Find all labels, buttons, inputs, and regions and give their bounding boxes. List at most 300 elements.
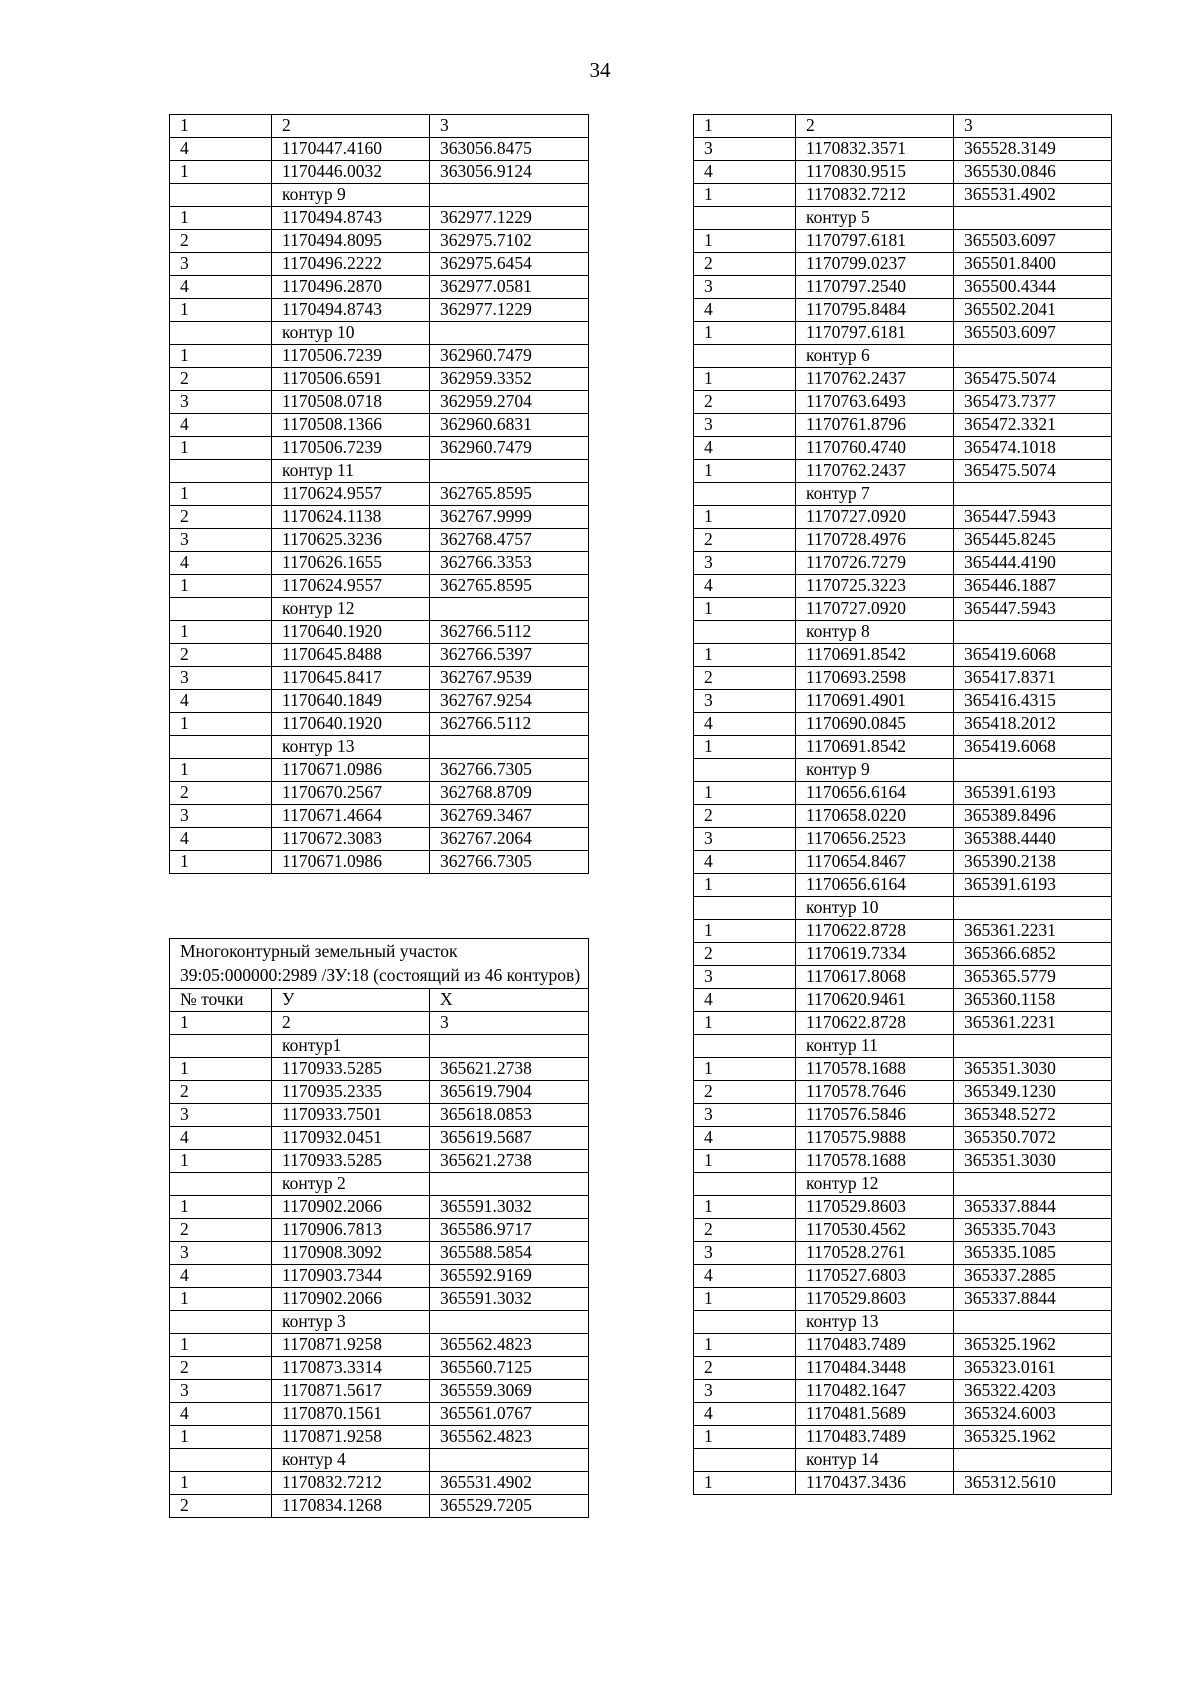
y-coordinate-cell: 1170626.1655 bbox=[272, 552, 430, 575]
x-coordinate-cell: 365561.0767 bbox=[430, 1403, 589, 1426]
table-row bbox=[694, 644, 1112, 667]
table-row bbox=[170, 161, 589, 184]
point-number-cell: 2 bbox=[694, 667, 796, 690]
point-number-cell: 1 bbox=[694, 920, 796, 943]
table-row bbox=[170, 851, 589, 874]
table-row bbox=[694, 736, 1112, 759]
point-number-cell: 2 bbox=[170, 230, 272, 253]
table-row bbox=[694, 529, 1112, 552]
contour-header-row bbox=[694, 483, 1112, 506]
x-coordinate-cell: 365559.3069 bbox=[430, 1380, 589, 1403]
x-coordinate-cell: 365417.8371 bbox=[954, 667, 1112, 690]
table-row bbox=[694, 460, 1112, 483]
point-number-cell: 1 bbox=[694, 368, 796, 391]
y-coordinate-cell: 1170726.7279 bbox=[796, 552, 954, 575]
x-coordinate-cell: 362977.1229 bbox=[430, 299, 589, 322]
x-coordinate-cell: 365360.1158 bbox=[954, 989, 1112, 1012]
table-row bbox=[694, 851, 1112, 874]
x-coordinate-cell: 362766.7305 bbox=[430, 851, 589, 874]
empty-cell bbox=[430, 598, 589, 621]
contour-header-row bbox=[170, 322, 589, 345]
y-coordinate-cell: 1170447.4160 bbox=[272, 138, 430, 161]
point-number-cell: 1 bbox=[694, 230, 796, 253]
left-top-coordinates-table bbox=[169, 114, 589, 874]
table-row bbox=[170, 1219, 589, 1242]
point-number-cell: 1 bbox=[170, 207, 272, 230]
point-number-cell: 1 bbox=[694, 184, 796, 207]
table-row bbox=[694, 1403, 1112, 1426]
point-number-cell: 4 bbox=[170, 414, 272, 437]
contour-header-row bbox=[170, 184, 589, 207]
x-coordinate-cell: 365501.8400 bbox=[954, 253, 1112, 276]
contour-label: контур 13 bbox=[272, 736, 430, 759]
y-coordinate-cell: 1170494.8743 bbox=[272, 207, 430, 230]
point-number-cell: 1 bbox=[170, 437, 272, 460]
x-coordinate-cell: 365446.1887 bbox=[954, 575, 1112, 598]
table-row bbox=[170, 276, 589, 299]
y-coordinate-cell: 1170762.2437 bbox=[796, 460, 954, 483]
point-number-cell: 4 bbox=[694, 161, 796, 184]
y-coordinate-cell: 1170797.2540 bbox=[796, 276, 954, 299]
y-coordinate-cell: 1170481.5689 bbox=[796, 1403, 954, 1426]
y-coordinate-cell: 1170640.1920 bbox=[272, 713, 430, 736]
y-coordinate-cell: 1170933.5285 bbox=[272, 1150, 430, 1173]
table-row bbox=[170, 575, 589, 598]
contour-label: контур 11 bbox=[796, 1035, 954, 1058]
x-coordinate-cell: 365531.4902 bbox=[954, 184, 1112, 207]
x-coordinate-cell: 365445.8245 bbox=[954, 529, 1112, 552]
contour-header-row bbox=[694, 207, 1112, 230]
y-coordinate-cell: 1170799.0237 bbox=[796, 253, 954, 276]
table-row bbox=[170, 414, 589, 437]
x-coordinate-cell: 362768.4757 bbox=[430, 529, 589, 552]
point-number-cell: 3 bbox=[694, 1104, 796, 1127]
point-number-cell: 4 bbox=[694, 713, 796, 736]
contour-header-row bbox=[170, 736, 589, 759]
point-number-cell: 2 bbox=[694, 529, 796, 552]
x-coordinate-cell: 365475.5074 bbox=[954, 368, 1112, 391]
x-coordinate-cell: 365586.9717 bbox=[430, 1219, 589, 1242]
point-number-cell: 4 bbox=[694, 989, 796, 1012]
empty-cell bbox=[694, 1311, 796, 1334]
table-row bbox=[170, 1127, 589, 1150]
point-number-cell: 1 bbox=[170, 299, 272, 322]
table-row bbox=[694, 989, 1112, 1012]
table-row bbox=[170, 391, 589, 414]
table-row bbox=[170, 529, 589, 552]
contour-label: контур 12 bbox=[796, 1173, 954, 1196]
y-coordinate-cell: 1170797.6181 bbox=[796, 230, 954, 253]
y-coordinate-cell: 1170496.2222 bbox=[272, 253, 430, 276]
table-row bbox=[694, 1288, 1112, 1311]
empty-cell bbox=[954, 759, 1112, 782]
empty-cell bbox=[694, 345, 796, 368]
point-number-cell: 1 bbox=[694, 460, 796, 483]
table-row bbox=[170, 667, 589, 690]
y-coordinate-cell: 1170761.8796 bbox=[796, 414, 954, 437]
x-coordinate-cell: 365621.2738 bbox=[430, 1058, 589, 1081]
y-coordinate-cell: 1170671.0986 bbox=[272, 851, 430, 874]
x-coordinate-cell: 362960.7479 bbox=[430, 437, 589, 460]
x-coordinate-cell: 362977.0581 bbox=[430, 276, 589, 299]
point-number-cell: 2 bbox=[694, 1081, 796, 1104]
empty-cell bbox=[954, 483, 1112, 506]
point-number-cell: 1 bbox=[694, 115, 796, 138]
point-number-cell: 2 bbox=[170, 644, 272, 667]
x-coordinate-cell: 365562.4823 bbox=[430, 1334, 589, 1357]
contour-header-row bbox=[694, 345, 1112, 368]
point-number-cell: 4 bbox=[694, 851, 796, 874]
point-number-cell: 4 bbox=[170, 552, 272, 575]
table-row bbox=[694, 115, 1112, 138]
y-coordinate-cell: 1170484.3448 bbox=[796, 1357, 954, 1380]
table-row bbox=[694, 782, 1112, 805]
x-coordinate-cell: 362767.9254 bbox=[430, 690, 589, 713]
point-number-cell: 4 bbox=[170, 276, 272, 299]
y-coordinate-cell: 1170727.0920 bbox=[796, 598, 954, 621]
x-coordinate-cell: 362766.5112 bbox=[430, 713, 589, 736]
header-point-number: № точки bbox=[170, 989, 272, 1012]
table-row bbox=[694, 1104, 1112, 1127]
x-coordinate-cell: 365562.4823 bbox=[430, 1426, 589, 1449]
x-coordinate-cell: 362765.8595 bbox=[430, 575, 589, 598]
x-coordinate-cell: 365312.5610 bbox=[954, 1472, 1112, 1495]
y-coordinate-cell: 1170763.6493 bbox=[796, 391, 954, 414]
y-coordinate-cell: 1170528.2761 bbox=[796, 1242, 954, 1265]
x-coordinate-cell: 362767.9539 bbox=[430, 667, 589, 690]
y-coordinate-cell: 1170871.5617 bbox=[272, 1380, 430, 1403]
y-coordinate-cell: 1170506.6591 bbox=[272, 368, 430, 391]
point-number-cell: 2 bbox=[694, 1219, 796, 1242]
x-coordinate-cell: 365361.2231 bbox=[954, 1012, 1112, 1035]
contour-label: контур1 bbox=[272, 1035, 430, 1058]
empty-cell bbox=[170, 1173, 272, 1196]
point-number-cell: 2 bbox=[694, 253, 796, 276]
y-coordinate-cell: 1170691.8542 bbox=[796, 736, 954, 759]
y-coordinate-cell: 2 bbox=[272, 115, 430, 138]
x-coordinate-cell: 365324.6003 bbox=[954, 1403, 1112, 1426]
y-coordinate-cell: 1170670.2567 bbox=[272, 782, 430, 805]
y-coordinate-cell: 1170437.3436 bbox=[796, 1472, 954, 1495]
x-coordinate-cell: 365529.7205 bbox=[430, 1495, 589, 1518]
x-coordinate-cell: 365618.0853 bbox=[430, 1104, 589, 1127]
empty-cell bbox=[430, 736, 589, 759]
point-number-cell: 1 bbox=[694, 1426, 796, 1449]
x-coordinate-cell: 365503.6097 bbox=[954, 322, 1112, 345]
x-coordinate-cell: 365325.1962 bbox=[954, 1426, 1112, 1449]
y-coordinate-cell: 1170640.1849 bbox=[272, 690, 430, 713]
table-row bbox=[170, 1357, 589, 1380]
contour-label: контур 9 bbox=[272, 184, 430, 207]
y-coordinate-cell: 1170529.8603 bbox=[796, 1196, 954, 1219]
table-row bbox=[170, 1058, 589, 1081]
empty-cell bbox=[954, 1449, 1112, 1472]
point-number-cell: 2 bbox=[170, 1219, 272, 1242]
table-row bbox=[170, 1081, 589, 1104]
y-coordinate-cell: 1170654.8467 bbox=[796, 851, 954, 874]
y-coordinate-cell: 1170795.8484 bbox=[796, 299, 954, 322]
point-number-cell: 4 bbox=[694, 1265, 796, 1288]
y-coordinate-cell: 1170933.7501 bbox=[272, 1104, 430, 1127]
contour-header-row bbox=[170, 1311, 589, 1334]
y-coordinate-cell: 1170617.8068 bbox=[796, 966, 954, 989]
contour-label: контур 12 bbox=[272, 598, 430, 621]
y-coordinate-cell: 1170624.9557 bbox=[272, 483, 430, 506]
y-coordinate-cell: 1170508.1366 bbox=[272, 414, 430, 437]
point-number-cell: 3 bbox=[694, 1242, 796, 1265]
y-coordinate-cell: 1170690.0845 bbox=[796, 713, 954, 736]
contour-label: контур 11 bbox=[272, 460, 430, 483]
empty-cell bbox=[170, 1035, 272, 1058]
x-coordinate-cell: 3 bbox=[954, 115, 1112, 138]
contour-label: контур 8 bbox=[796, 621, 954, 644]
x-coordinate-cell: 365592.9169 bbox=[430, 1265, 589, 1288]
empty-cell bbox=[694, 1449, 796, 1472]
contour-label: контур 13 bbox=[796, 1311, 954, 1334]
table-row bbox=[694, 690, 1112, 713]
y-coordinate-cell: 1170672.3083 bbox=[272, 828, 430, 851]
point-number-cell: 1 bbox=[170, 161, 272, 184]
point-number-cell: 3 bbox=[170, 1380, 272, 1403]
point-number-cell: 4 bbox=[694, 1403, 796, 1426]
x-coordinate-cell: 362959.3352 bbox=[430, 368, 589, 391]
point-number-cell: 3 bbox=[694, 138, 796, 161]
x-coordinate-cell: 365472.3321 bbox=[954, 414, 1112, 437]
x-coordinate-cell: 362766.3353 bbox=[430, 552, 589, 575]
x-coordinate-cell: 362975.7102 bbox=[430, 230, 589, 253]
table-row bbox=[694, 161, 1112, 184]
point-number-cell: 1 bbox=[170, 1334, 272, 1357]
x-coordinate-cell: 365419.6068 bbox=[954, 644, 1112, 667]
x-coordinate-cell: 3 bbox=[430, 115, 589, 138]
y-coordinate-cell: 1170902.2066 bbox=[272, 1288, 430, 1311]
y-coordinate-cell: 1170640.1920 bbox=[272, 621, 430, 644]
x-coordinate-cell: 365351.3030 bbox=[954, 1058, 1112, 1081]
y-coordinate-cell: 1170693.2598 bbox=[796, 667, 954, 690]
y-coordinate-cell: 1170871.9258 bbox=[272, 1334, 430, 1357]
table-row bbox=[170, 299, 589, 322]
y-coordinate-cell: 1170671.0986 bbox=[272, 759, 430, 782]
point-number-cell: 1 bbox=[170, 621, 272, 644]
x-coordinate-cell: 365531.4902 bbox=[430, 1472, 589, 1495]
x-coordinate-cell: 365447.5943 bbox=[954, 598, 1112, 621]
y-coordinate-cell: 1170622.8728 bbox=[796, 920, 954, 943]
empty-cell bbox=[430, 1173, 589, 1196]
table-row bbox=[170, 345, 589, 368]
point-number-cell: 2 bbox=[170, 1495, 272, 1518]
contour-label: контур 14 bbox=[796, 1449, 954, 1472]
y-coordinate-cell: 1170902.2066 bbox=[272, 1196, 430, 1219]
x-coordinate-cell: 365560.7125 bbox=[430, 1357, 589, 1380]
table-row bbox=[694, 1380, 1112, 1403]
y-coordinate-cell: 1170933.5285 bbox=[272, 1058, 430, 1081]
table-row bbox=[694, 437, 1112, 460]
point-number-cell: 3 bbox=[694, 552, 796, 575]
empty-cell bbox=[170, 322, 272, 345]
contour-label: контур 2 bbox=[272, 1173, 430, 1196]
contour-label: контур 10 bbox=[272, 322, 430, 345]
point-number-cell: 4 bbox=[170, 1403, 272, 1426]
x-coordinate-cell: 365619.5687 bbox=[430, 1127, 589, 1150]
x-coordinate-cell: 362767.2064 bbox=[430, 828, 589, 851]
y-coordinate-cell: 1170506.7239 bbox=[272, 345, 430, 368]
table-row bbox=[694, 138, 1112, 161]
point-number-cell: 1 bbox=[694, 598, 796, 621]
land-plot-coordinates-table bbox=[169, 938, 589, 1518]
point-number-cell: 1 bbox=[170, 345, 272, 368]
y-coordinate-cell: 1170530.4562 bbox=[796, 1219, 954, 1242]
empty-cell bbox=[954, 1311, 1112, 1334]
y-coordinate-cell: 1170903.7344 bbox=[272, 1265, 430, 1288]
y-coordinate-cell: 1170908.3092 bbox=[272, 1242, 430, 1265]
table-row bbox=[694, 414, 1112, 437]
y-coordinate-cell: 1170529.8603 bbox=[796, 1288, 954, 1311]
table-row bbox=[694, 322, 1112, 345]
point-number-cell: 4 bbox=[170, 1265, 272, 1288]
table-header-row bbox=[170, 989, 589, 1012]
empty-cell bbox=[694, 1035, 796, 1058]
table-row bbox=[694, 943, 1112, 966]
table-row bbox=[170, 1150, 589, 1173]
table-row bbox=[170, 782, 589, 805]
table-row bbox=[170, 437, 589, 460]
point-number-cell: 1 bbox=[694, 782, 796, 805]
x-coordinate-cell: 365323.0161 bbox=[954, 1357, 1112, 1380]
point-number-cell: 2 bbox=[170, 782, 272, 805]
x-coordinate-cell: 365528.3149 bbox=[954, 138, 1112, 161]
table-row bbox=[694, 1196, 1112, 1219]
table-row bbox=[170, 115, 589, 138]
point-number-cell: 2 bbox=[694, 1357, 796, 1380]
contour-header-row bbox=[694, 897, 1112, 920]
point-number-cell: 3 bbox=[170, 391, 272, 414]
point-number-cell: 3 bbox=[170, 667, 272, 690]
contour-label: контур 7 bbox=[796, 483, 954, 506]
x-coordinate-cell: 365419.6068 bbox=[954, 736, 1112, 759]
table-row bbox=[170, 253, 589, 276]
x-coordinate-cell: 365389.8496 bbox=[954, 805, 1112, 828]
point-number-cell: 2 bbox=[170, 368, 272, 391]
table-row bbox=[170, 805, 589, 828]
point-number-cell: 4 bbox=[170, 828, 272, 851]
y-coordinate-cell: 1170760.4740 bbox=[796, 437, 954, 460]
y-coordinate-cell: 1170932.0451 bbox=[272, 1127, 430, 1150]
empty-cell bbox=[170, 1311, 272, 1334]
table-row bbox=[694, 598, 1112, 621]
contour-header-row bbox=[170, 598, 589, 621]
point-number-cell: 3 bbox=[170, 529, 272, 552]
x-coordinate-cell: 362768.8709 bbox=[430, 782, 589, 805]
table-row bbox=[170, 1242, 589, 1265]
point-number-cell: 3 bbox=[170, 253, 272, 276]
table-row bbox=[694, 1012, 1112, 1035]
y-coordinate-cell: 1170935.2335 bbox=[272, 1081, 430, 1104]
y-coordinate-cell: 1170482.1647 bbox=[796, 1380, 954, 1403]
y-coordinate-cell: 1170624.9557 bbox=[272, 575, 430, 598]
table-row bbox=[170, 483, 589, 506]
y-coordinate-cell: 1170658.0220 bbox=[796, 805, 954, 828]
x-coordinate-cell: 365349.1230 bbox=[954, 1081, 1112, 1104]
contour-label: контур 4 bbox=[272, 1449, 430, 1472]
x-coordinate-cell: 365591.3032 bbox=[430, 1196, 589, 1219]
x-coordinate-cell: 365365.5779 bbox=[954, 966, 1112, 989]
point-number-cell: 1 bbox=[694, 506, 796, 529]
table-row bbox=[694, 299, 1112, 322]
contour-header-row bbox=[694, 759, 1112, 782]
contour-label: контур 10 bbox=[796, 897, 954, 920]
y-coordinate-cell: 1170870.1561 bbox=[272, 1403, 430, 1426]
table-row bbox=[170, 690, 589, 713]
y-coordinate-cell: 1170656.6164 bbox=[796, 782, 954, 805]
table-row bbox=[170, 506, 589, 529]
y-coordinate-cell: 1170527.6803 bbox=[796, 1265, 954, 1288]
point-number-cell: 1 bbox=[694, 1472, 796, 1495]
table-row bbox=[694, 874, 1112, 897]
x-coordinate-cell: 362766.5112 bbox=[430, 621, 589, 644]
table-row bbox=[694, 805, 1112, 828]
y-coordinate-cell: 1170508.0718 bbox=[272, 391, 430, 414]
x-coordinate-cell: 362769.3467 bbox=[430, 805, 589, 828]
table-row bbox=[170, 1334, 589, 1357]
point-number-cell: 1 bbox=[170, 483, 272, 506]
table-row bbox=[694, 1150, 1112, 1173]
empty-cell bbox=[430, 1035, 589, 1058]
table-row bbox=[694, 1127, 1112, 1150]
empty-cell bbox=[954, 1173, 1112, 1196]
point-number-cell: 1 bbox=[170, 851, 272, 874]
contour-header-row bbox=[170, 460, 589, 483]
x-coordinate-cell: 365416.4315 bbox=[954, 690, 1112, 713]
y-coordinate-cell: 1170832.3571 bbox=[796, 138, 954, 161]
y-coordinate-cell: 1170494.8095 bbox=[272, 230, 430, 253]
x-coordinate-cell: 365418.2012 bbox=[954, 713, 1112, 736]
y-coordinate-cell: 1170871.9258 bbox=[272, 1426, 430, 1449]
table-row bbox=[170, 1196, 589, 1219]
table-row bbox=[694, 667, 1112, 690]
contour-label: контур 9 bbox=[796, 759, 954, 782]
x-coordinate-cell: 365325.1962 bbox=[954, 1334, 1112, 1357]
page-number: 34 bbox=[589, 58, 611, 82]
x-coordinate-cell: 365475.5074 bbox=[954, 460, 1112, 483]
empty-cell bbox=[170, 460, 272, 483]
point-number-cell: 1 bbox=[694, 1288, 796, 1311]
point-number-cell: 4 bbox=[170, 138, 272, 161]
table-row bbox=[170, 621, 589, 644]
point-number-cell: 1 bbox=[170, 1472, 272, 1495]
x-coordinate-cell: 362960.6831 bbox=[430, 414, 589, 437]
point-number-cell: 3 bbox=[694, 828, 796, 851]
point-number-cell: 4 bbox=[694, 1127, 796, 1150]
table-row bbox=[170, 207, 589, 230]
table-row bbox=[694, 276, 1112, 299]
y-coordinate-cell: 1170578.1688 bbox=[796, 1150, 954, 1173]
x-coordinate-cell: 365337.8844 bbox=[954, 1196, 1112, 1219]
table-row bbox=[694, 713, 1112, 736]
table-row bbox=[694, 1357, 1112, 1380]
x-coordinate-cell: 365348.5272 bbox=[954, 1104, 1112, 1127]
table-title-row bbox=[170, 939, 589, 989]
contour-header-row bbox=[694, 1173, 1112, 1196]
land-plot-title: Многоконтурный земельный участок 39:05:000000:2989 /ЗУ:18 (состоящий из 46 контуров) bbox=[170, 939, 589, 989]
y-coordinate-cell: 1170834.1268 bbox=[272, 1495, 430, 1518]
y-coordinate-cell: 2 bbox=[796, 115, 954, 138]
y-coordinate-cell: 1170671.4664 bbox=[272, 805, 430, 828]
contour-header-row bbox=[694, 1035, 1112, 1058]
point-number-cell: 1 bbox=[170, 759, 272, 782]
empty-cell bbox=[694, 207, 796, 230]
contour-label: контур 6 bbox=[796, 345, 954, 368]
x-coordinate-cell: 365530.0846 bbox=[954, 161, 1112, 184]
